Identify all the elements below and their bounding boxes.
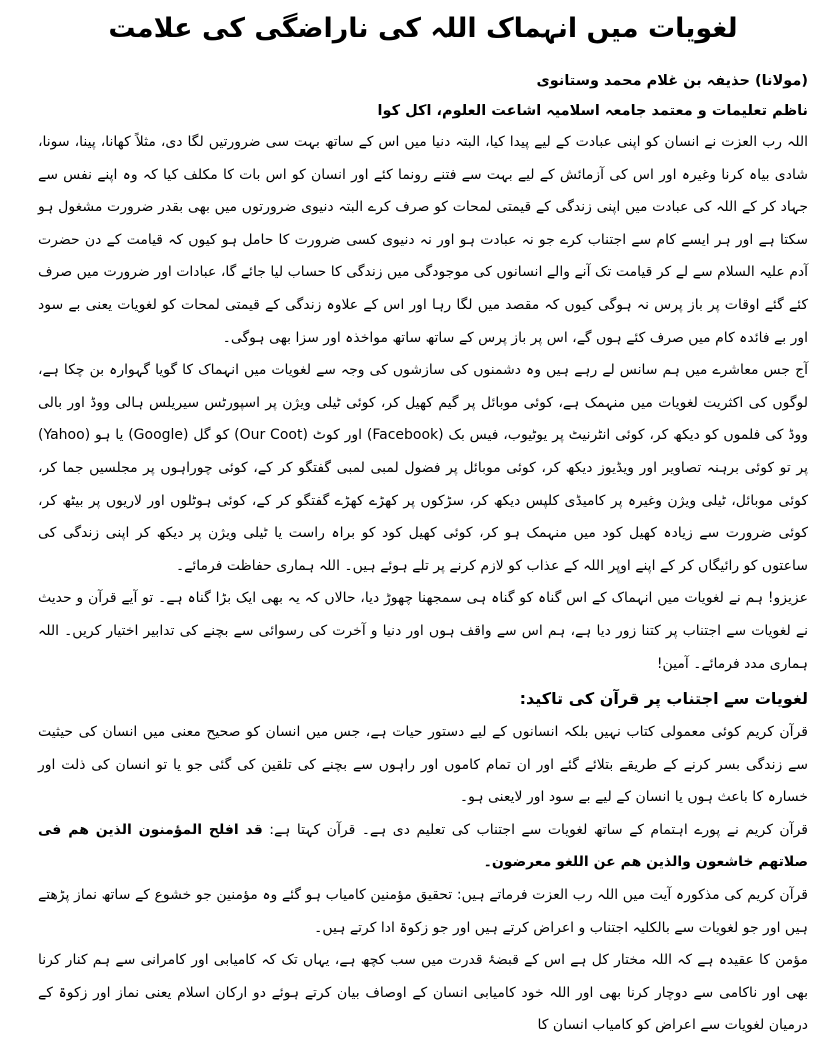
paragraph-4: قرآن کریم کوئی معمولی کتاب نہیں بلکہ انسانوں کے لیے دستور حیات ہے، جس میں انسان کو صحیح معنی میں انسان کی حیثیت سے زندگی بسر کرنے کے طریقے بتلائے گئے اور ان تمام کاموں اور راہوں سے بچنے کی تلقین کی گئی جو یا تو انسان کی ذلت اور خسارہ کا باعث ہوں یا انسان کے لیے بے سود اور لایعنی ہو۔ [38,724,808,806]
quran-paragraph [38,814,808,879]
article [38,10,808,1042]
quran-verse: قد افلح المؤمنون الذین هم فی صلاتهم خاشعون والذین هم عن اللغو معرضون۔ [38,821,808,871]
paragraph-6: مؤمن کا عقیدہ ہے کہ اللہ مختار کل ہے اس کے قبضۂ قدرت میں سب کچھ ہے، یہاں تک کہ کامیابی اور کامرانی سے ہم کنار کرنا بھی اور ناکامی سے دوچار کرنا بھی اور اللہ خود کامیابی انسان کے اوصاف بیان کرتے ہوئے دو ارکان اسلام یعنی نماز اور زکوۃ کے درمیان لغویات سے اعراض کو کامیاب انسان کا [38,952,808,1034]
quran-intro: قرآن کریم نے پورے اہتمام کے ساتھ لغویات سے اجتناب کی تعلیم دی ہے۔ قرآن کہتا ہے: [269,821,808,838]
author-role: ناظم تعلیمات و معتمد جامعہ اسلامیہ اشاعت العلوم، اکل کوا [377,103,808,119]
paragraph-5: قرآن کریم کی مذکورہ آیت میں اللہ رب العزت فرماتے ہیں: تحقیق مؤمنین کامیاب ہو گئے وہ مؤمنین جو خشوع کے ساتھ نماز پڑھتے ہیں اور جو لغویات سے بالکلیہ اجتناب و اعراض کرتے ہیں اور جو زکوۃ ادا کرتے ہیں۔ [38,887,808,936]
paragraph-3: عزیزو! ہم نے لغویات میں انہماک کے اس گناہ کو گناہ ہی سمجھنا چھوڑ دیا، حالاں کہ یہ بھی ایک بڑا گناہ ہے۔ تو آیے قرآن و حدیث نے لغویات سے اجتناب پر کتنا زور دیا ہے، ہم اس سے واقف ہوں اور دنیا و آخرت کی رسوائی سے بچنے کی تدابیر اختیار کریں۔ اللہ ہماری مدد فرمائے۔ آمین! [38,590,808,672]
article-title: لغویات میں انہماک اللہ کی ناراضگی کی علامت [108,13,738,44]
section-heading: لغویات سے اجتناب پر قرآن کی تاکید: [519,689,808,709]
paragraph-2: آج جس معاشرے میں ہم سانس لے رہے ہیں وہ دشمنوں کی سازشوں کی وجہ سے لغویات میں انہماک کا گویا گہوارہ بن چکا ہے، لوگوں کی اکثریت لغویات میں منہمک ہے، کوئی موبائل پر گیم کھیل کر، کوئی ٹیلی ویژن پر اسپورٹس سیریلس ہالی ووڈ اور بالی ووڈ کی فلموں کو دیکھ کر، کوئی انٹرنیٹ پر یوٹیوب، فیس بک (Facebook) اور کوٹ (Our Coot) کو گل (Google) یا ہو (Yahoo) پر تو کوئی برہنہ تصاویر اور ویڈیوز دیکھ کر، کوئی موبائل پر فضول لمبی لمبی گفتگو کر کے، کوئی چوراہوں پر مجلسیں جما کر، کوئی موبائل، ٹیلی ویژن وغیرہ پر کامیڈی کلپس دیکھ کر، سڑکوں پر کھڑے کھڑے گفتگو کر کے، کوئی ہوٹلوں اور لاریوں پر بیٹھ کر، کوئی ضرورت سے زیادہ کھیل کود میں منہمک ہو کر، کوئی کھیل کود کو براہ راست یا ٹیلی ویژن پر دیکھ کر اپنی زندگی کی ساعتوں کو رائیگاں کر کے اپنے اوپر اللہ کے عذاب کو لازم کرنے پر تلے ہوئے ہیں۔ اللہ ہماری حفاظت فرمائے۔ [38,362,809,574]
author-name: (مولانا) حذیفہ بن غلام محمد وستانوی [536,73,808,89]
paragraph-1: اللہ رب العزت نے انسان کو اپنی عبادت کے لیے پیدا کیا، البتہ دنیا میں اس کے ساتھ بہت سی ضرورتیں لگا دی، مثلاً کھانا، پینا، سونا، شادی بیاہ کرنا وغیرہ اور اس کی آزمائش کے لیے بہت سے فتنے رونما کئے اور انسان کو اس بات کا مکلف کیا کہ وہ اپنے نفس سے جہاد کر کے اللہ کی عبادت میں اپنی زندگی کے قیمتی لمحات کو صرف کرے البتہ دنیوی ضرورتوں میں بھی بقدر ضرورت مشغول ہو سکتا ہے اور ہر ایسے کام سے اجتناب کرے جو نہ عبادت ہو اور نہ دنیوی کسی ضرورت کا حامل ہو کیوں کہ قیامت کے دن حضرت آدم علیہ السلام سے لے کر قیامت تک آنے والے انسانوں کی موجودگی میں زندگی کا حساب لیا جائے گا، عبادات اور ضرورت میں صرف کئے گئے اوقات پر باز پرس نہ ہوگی کیوں کہ مقصد میں لگا رہا اور اس کے علاوہ زندگی کے قیمتی لمحات کو لغویات یعنی بے سود اور بے فائدہ کام میں صرف کئے ہوں گے، اس پر باز پرس کے ساتھ ساتھ مواخذہ اور سزا بھی ہوگی۔ [38,134,808,346]
